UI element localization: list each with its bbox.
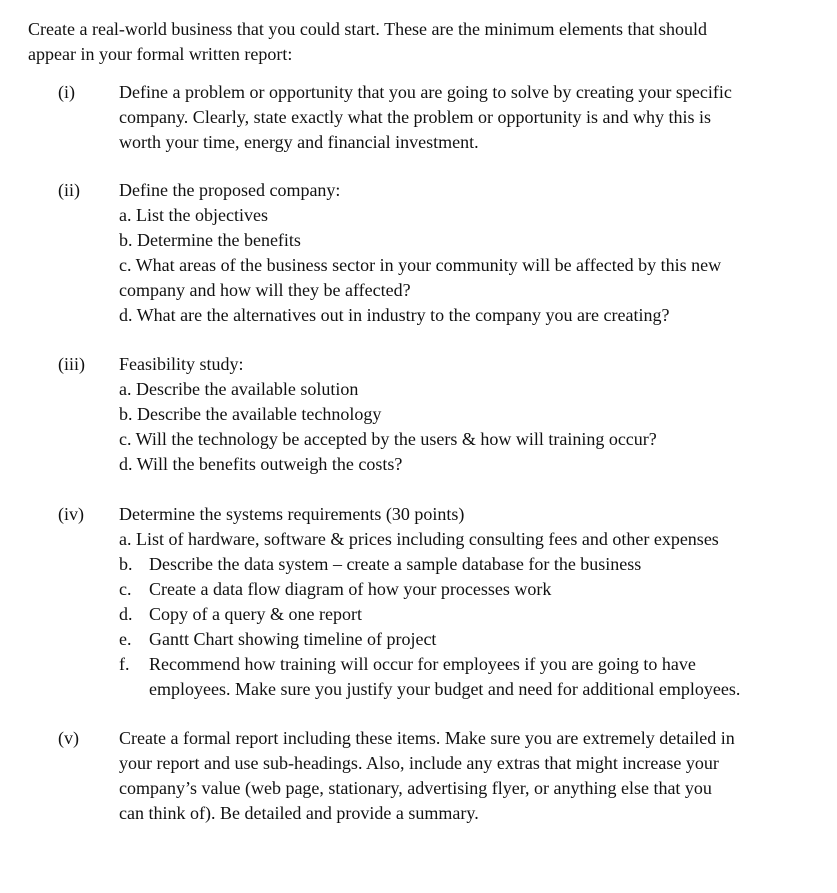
list-marker: d. [119,604,133,624]
paragraph-line: company. Clearly, state exactly what the problem or opportunity is and why this is [119,107,712,127]
list-item-text: Recommend how training will occur for employees if you are going to have [149,654,696,674]
paragraph-line: Create a formal report including these items. Make sure you are extremely detailed in [119,728,735,748]
list-item: d. Will the benefits outweigh the costs? [119,454,403,474]
list-item [119,552,819,577]
section-content [119,178,819,328]
section-heading: Define the proposed company: [119,180,341,200]
section-heading: Determine the systems requirements (30 points) [119,504,465,524]
list-item: c. What areas of the business sector in your community will be affected by this new [119,255,722,275]
list-marker: c. [119,579,132,599]
list-item: d. What are the alternatives out in industry to the company you are creating? [119,305,670,325]
list-item: b. Describe the available technology [119,404,382,424]
paragraph-line: can think of). Be detailed and provide a summary. [119,803,479,823]
list-item-text: Describe the data system – create a sample database for the business [149,554,642,574]
section-numeral: (i) [58,82,75,102]
section-numeral: (ii) [58,180,80,200]
list-item: b. Determine the benefits [119,230,301,250]
paragraph-line: your report and use sub-headings. Also, include any extras that might increase your [119,753,719,773]
list-item-text: Create a data flow diagram of how your processes work [149,579,552,599]
list-item: company and how will they be affected? [119,280,411,300]
section-content [119,726,819,826]
section-numeral: (iii) [58,354,85,374]
section-numeral: (v) [58,728,79,748]
list-item: c. Will the technology be accepted by the users & how will training occur? [119,429,657,449]
list-item-text: Copy of a query & one report [149,604,362,624]
list-marker: f. [119,654,130,674]
paragraph-line: company’s value (web page, stationary, advertising flyer, or anything else that you [119,778,712,798]
list-marker: b. [119,554,133,574]
list-item [119,652,819,702]
paragraph-line: Define a problem or opportunity that you are going to solve by creating your specific [119,82,732,102]
section-content [119,502,819,702]
list-marker: e. [119,629,132,649]
list-item [119,627,819,652]
intro-line: Create a real-world business that you could start. These are the minimum elements that should [28,19,707,39]
list-item: a. Describe the available solution [119,379,359,399]
section-content [119,80,819,155]
list-item [119,602,819,627]
list-item: a. List the objectives [119,205,268,225]
section-numeral: (iv) [58,504,84,524]
paragraph-line: worth your time, energy and financial investment. [119,132,479,152]
list-item: a. List of hardware, software & prices including consulting fees and other expenses [119,529,719,549]
list-item [119,577,819,602]
list-item-text: employees. Make sure you justify your budget and need for additional employees. [149,679,741,699]
section-content [119,352,819,477]
intro-paragraph [28,17,818,67]
section-heading: Feasibility study: [119,354,244,374]
list-item-text: Gantt Chart showing timeline of project [149,629,437,649]
intro-line: appear in your formal written report: [28,44,293,64]
